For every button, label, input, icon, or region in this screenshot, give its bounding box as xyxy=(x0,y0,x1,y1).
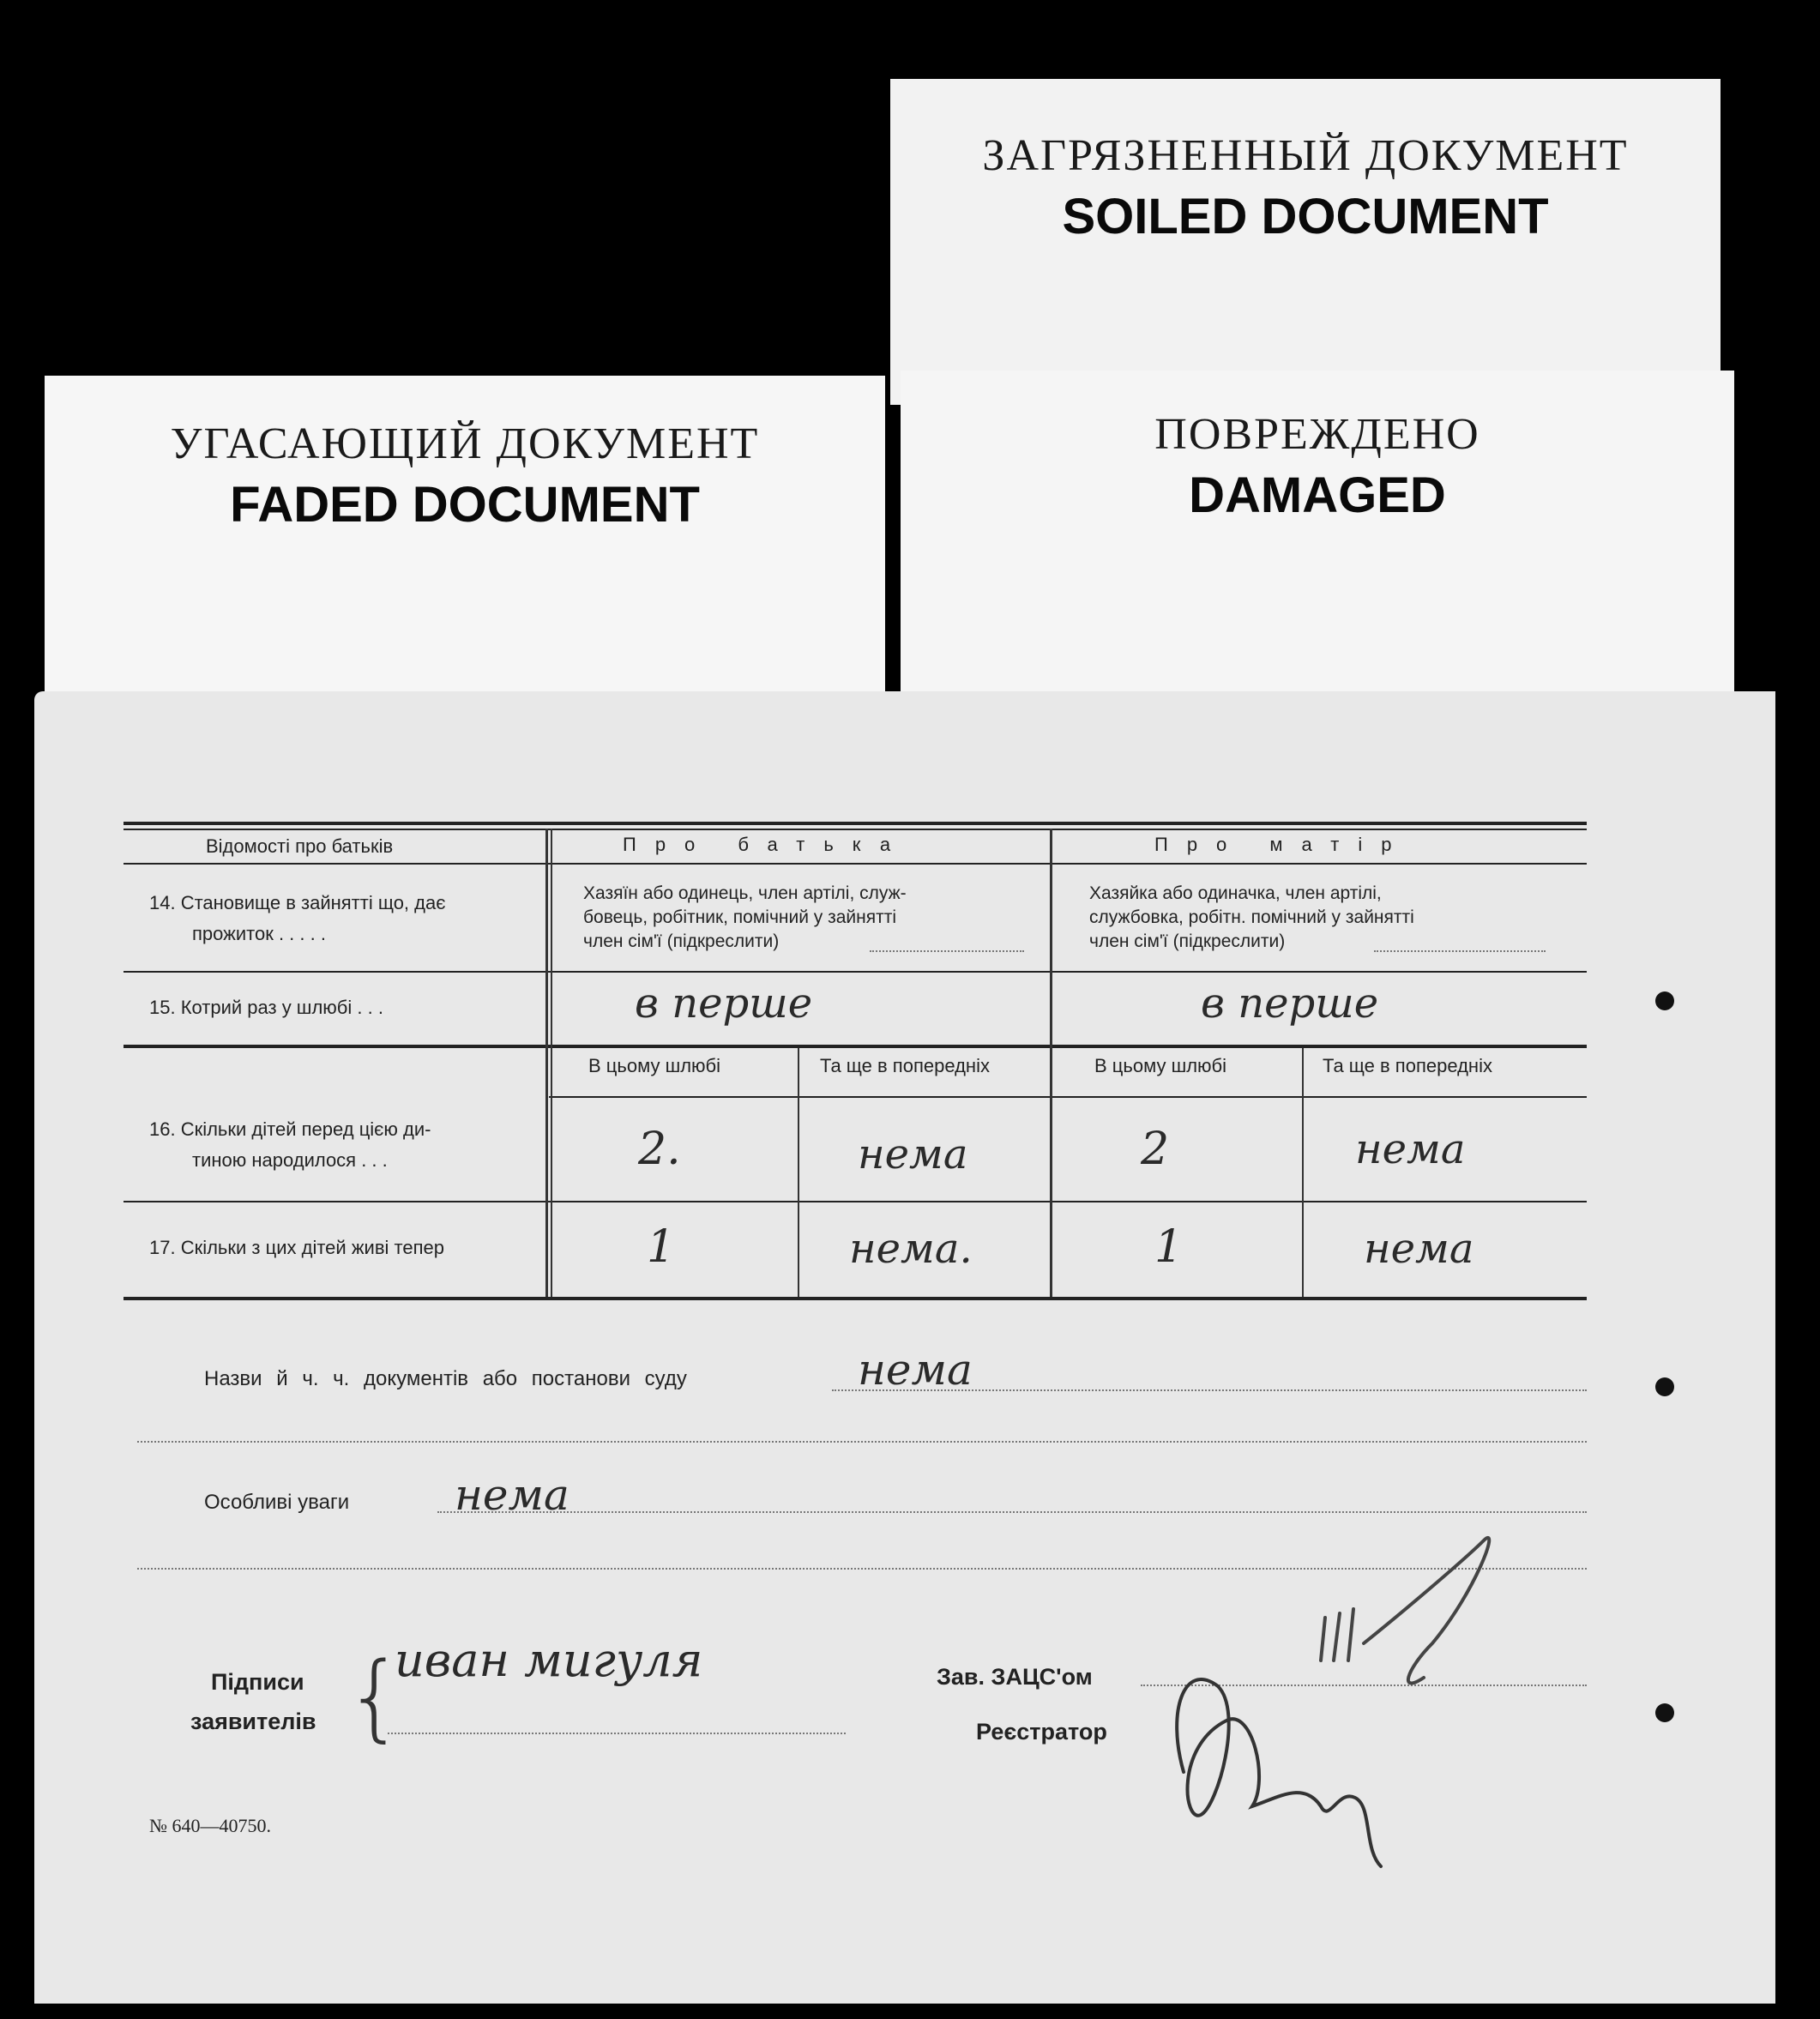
applicant-dots xyxy=(388,1733,846,1734)
row17-father-prev: нема. xyxy=(849,1225,973,1273)
table-top-rule xyxy=(124,822,1587,825)
row14-father-3: член сім'ї (підкреслити) xyxy=(583,931,780,951)
signatures-brace: { xyxy=(345,1642,405,1751)
soiled-document-card xyxy=(890,79,1721,405)
row16-label-1: 16. Скільки дітей перед цією ди- xyxy=(149,1118,431,1140)
row14-mother-1: Хазяйка або одиначка, член артілі, xyxy=(1089,883,1382,903)
subheader-rule xyxy=(549,1096,1587,1098)
col-divider-father xyxy=(798,1048,799,1297)
remarks-value: нема xyxy=(455,1470,570,1520)
damaged-document-card xyxy=(901,371,1734,693)
row14-mother-dots xyxy=(1374,950,1546,952)
table-bottom-rule xyxy=(124,1297,1587,1300)
header-col1: Відомості про батьків xyxy=(206,835,394,857)
soiled-label-en: SOILED DOCUMENT xyxy=(1062,189,1549,244)
col-divider-2 xyxy=(1050,829,1052,1297)
row16-label-2: тиною народилося . . . xyxy=(192,1149,388,1171)
binder-hole xyxy=(1655,991,1674,1010)
signatures-label-1: Підписи xyxy=(211,1669,304,1695)
faded-label-ru: УГАСАЮЩИЙ ДОКУМЕНТ xyxy=(170,419,760,468)
registrar-label: Реєстратор xyxy=(976,1719,1107,1745)
row15-father-value: в перше xyxy=(635,979,813,1028)
official-signatures-drawing xyxy=(1149,1523,1544,1883)
row16-mother-this: 2 xyxy=(1141,1124,1170,1175)
row15-label: 15. Котрий раз у шлюбі . . . xyxy=(149,997,383,1018)
row15-mother-value: в перше xyxy=(1201,979,1379,1028)
remarks-label: Особливі уваги xyxy=(204,1491,350,1514)
applicant-signature: иван мигуля xyxy=(395,1633,703,1687)
binder-hole xyxy=(1655,1377,1674,1396)
header-father: Про батька xyxy=(623,834,910,855)
faded-document-card xyxy=(45,376,885,693)
row14-label-2: прожиток . . . . . xyxy=(192,923,326,944)
documents-value: нема xyxy=(858,1345,973,1395)
subheader-father-prev: Та ще в попередніх xyxy=(820,1055,990,1076)
row16-father-prev: нема xyxy=(858,1130,968,1178)
binder-hole xyxy=(1655,1703,1674,1722)
col-divider-1b xyxy=(551,829,552,1297)
row14-rule xyxy=(124,971,1587,973)
header-mother: Про матір xyxy=(1154,834,1411,855)
header-rule xyxy=(124,863,1587,865)
row17-father-this: 1 xyxy=(647,1221,676,1273)
row17-mother-prev: нема xyxy=(1364,1225,1474,1273)
subheader-mother-prev: Та ще в попередніх xyxy=(1323,1055,1492,1076)
signatures-label-2: заявителів xyxy=(190,1709,316,1734)
row14-mother-2: службовка, робітн. помічний у зайнятті xyxy=(1089,907,1414,927)
col-divider-1 xyxy=(545,829,548,1297)
table-top-rule-thin xyxy=(124,829,1587,830)
documents-dots xyxy=(832,1389,1587,1391)
subheader-father-this: В цьому шлюбі xyxy=(588,1055,721,1076)
row16-rule xyxy=(124,1201,1587,1202)
row14-label-1: 14. Становище в зайнятті що, дає xyxy=(149,892,446,913)
documents-label: Назви й ч. ч. документів або постанови суду xyxy=(204,1367,687,1390)
damaged-label-en: DAMAGED xyxy=(1189,467,1446,523)
faded-label-en: FADED DOCUMENT xyxy=(230,477,700,533)
row14-father-2: бовець, робітник, помічний у зайнятті xyxy=(583,907,897,927)
head-label: Зав. ЗАЦС'ом xyxy=(937,1664,1093,1690)
documents-dots-2 xyxy=(137,1441,1587,1443)
registration-form xyxy=(34,691,1775,2004)
row16-mother-prev: нема xyxy=(1355,1125,1466,1173)
row14-father-dots xyxy=(870,950,1024,952)
row17-mother-this: 1 xyxy=(1154,1221,1184,1273)
col-divider-mother xyxy=(1302,1048,1304,1297)
row15-rule xyxy=(124,1045,1587,1048)
remarks-dots xyxy=(437,1511,1587,1513)
damaged-label-ru: ПОВРЕЖДЕНО xyxy=(1154,410,1480,459)
row14-father-1: Хазяїн або одинець, член артілі, служ- xyxy=(583,883,907,903)
row17-label: 17. Скільки з цих дітей живі тепер xyxy=(149,1237,444,1258)
row16-father-this: 2. xyxy=(638,1124,681,1175)
subheader-mother-this: В цьому шлюбі xyxy=(1094,1055,1227,1076)
row14-mother-3: член сім'ї (підкреслити) xyxy=(1089,931,1286,951)
form-number: № 640—40750. xyxy=(149,1815,271,1836)
soiled-label-ru: ЗАГРЯЗНЕННЫЙ ДОКУМЕНТ xyxy=(982,131,1629,180)
